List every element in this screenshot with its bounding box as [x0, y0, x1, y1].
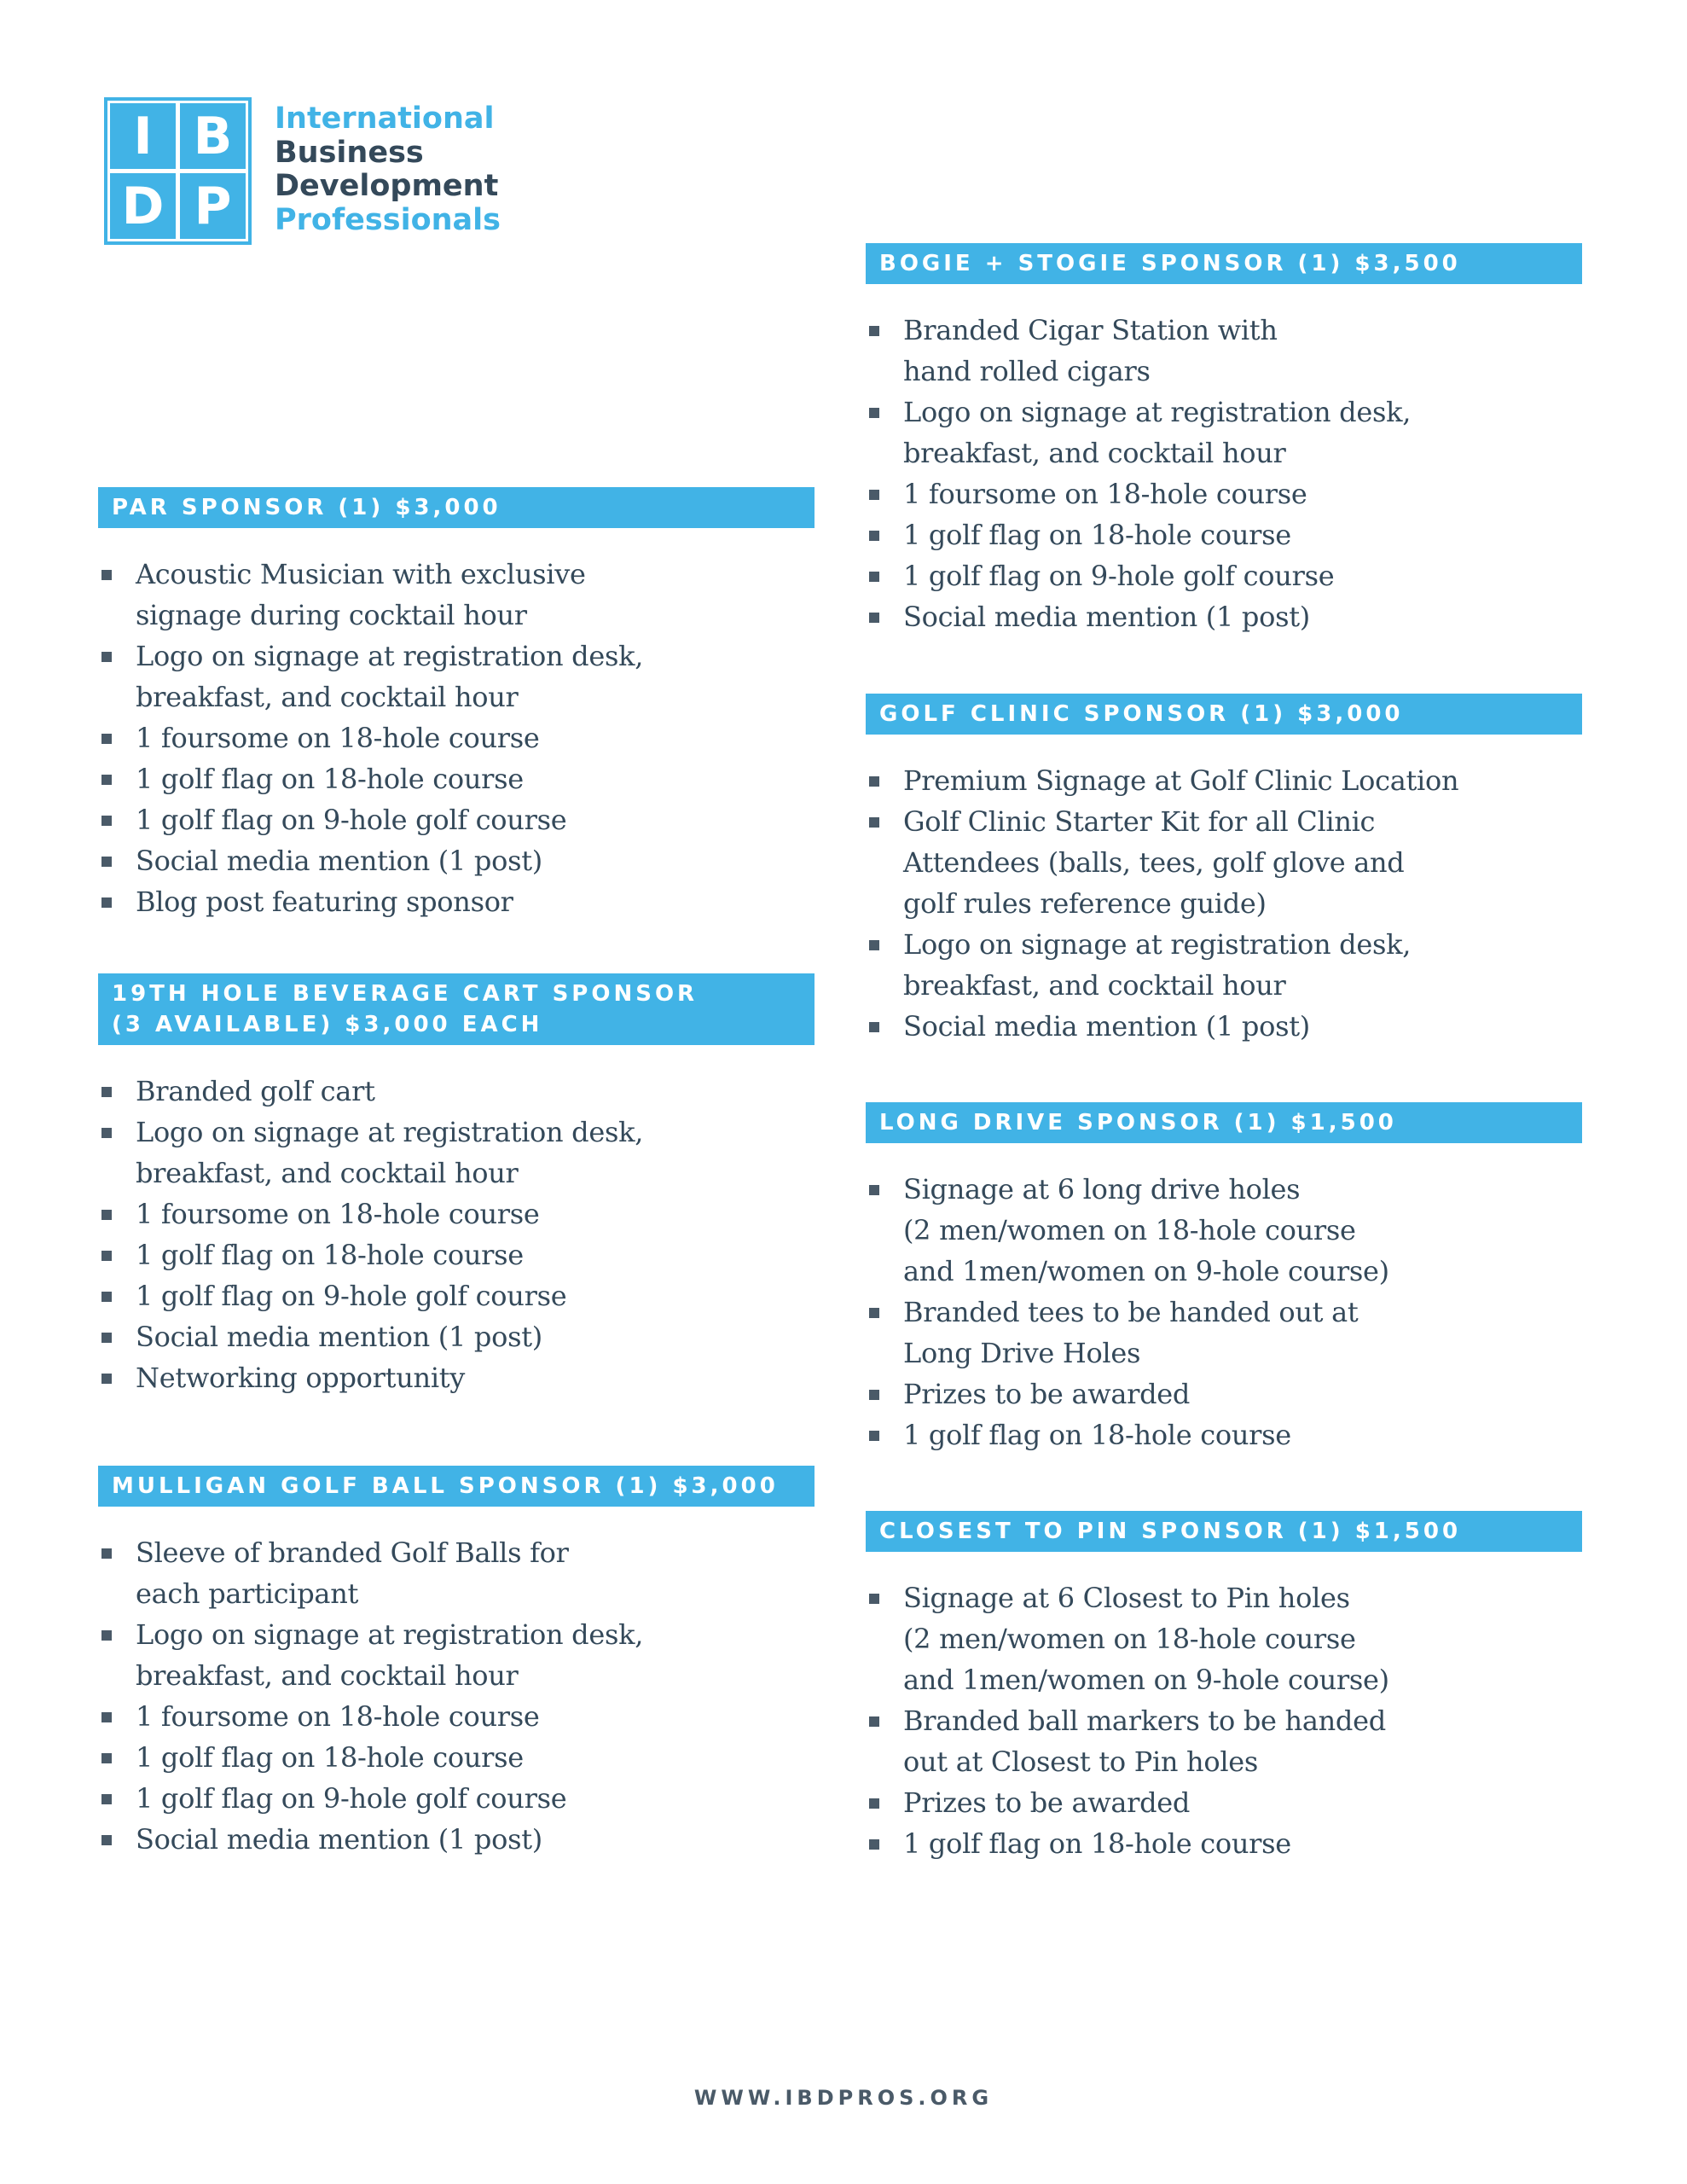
list-item-text: Social media mention (1 post) [136, 845, 542, 877]
list-item [866, 1292, 1582, 1374]
square-bullet-icon [101, 1374, 112, 1384]
square-bullet-icon [101, 1794, 112, 1804]
list-item [98, 1071, 815, 1112]
square-bullet-icon [869, 1716, 879, 1727]
list-item [866, 801, 1582, 924]
square-bullet-icon [101, 1087, 112, 1097]
list-item-text: 1 golf flag on 18-hole course [136, 1741, 524, 1774]
logo-letter-p: P [180, 173, 246, 239]
list-item-text: 1 golf flag on 18-hole course [136, 763, 524, 795]
list-item [866, 1823, 1582, 1864]
list-item-text: Blog post featuring sponsor [136, 886, 513, 918]
list-item [866, 596, 1582, 637]
square-bullet-icon [869, 490, 879, 500]
square-bullet-icon [101, 775, 112, 785]
website-url: WWW.IBDPROS.ORG [693, 2086, 994, 2110]
list-item [98, 1316, 815, 1357]
square-bullet-icon [101, 897, 112, 908]
ibdp-logo [104, 97, 505, 247]
square-bullet-icon [869, 1431, 879, 1441]
square-bullet-icon [101, 1712, 112, 1722]
list-item-text: 1 golf flag on 9-hole golf course [136, 1280, 567, 1312]
square-bullet-icon [869, 326, 879, 336]
square-bullet-icon [101, 816, 112, 826]
list-item-text: Social media mention (1 post) [136, 1823, 542, 1856]
list-item-text: 1 golf flag on 18-hole course [136, 1239, 524, 1271]
section-heading: MULLIGAN GOLF BALL SPONSOR (1) $3,000 [98, 1466, 815, 1507]
list-item [98, 1737, 815, 1778]
list-item-text: Golf Clinic Starter Kit for all Clinic Attendees (balls, tees, golf glove and golf rules reference guide) [903, 805, 1405, 920]
list-item [866, 1577, 1582, 1700]
list-item [866, 924, 1582, 1006]
square-bullet-icon [101, 1210, 112, 1220]
list-item [98, 1275, 815, 1316]
list-item [866, 1414, 1582, 1455]
list-item [98, 1194, 815, 1234]
square-bullet-icon [869, 408, 879, 418]
list-item-text: Logo on signage at registration desk, breakfast, and cocktail hour [136, 1116, 644, 1189]
list-item [866, 1006, 1582, 1047]
benefit-list [98, 554, 815, 922]
square-bullet-icon [101, 1835, 112, 1845]
square-bullet-icon [869, 1390, 879, 1400]
square-bullet-icon [101, 1548, 112, 1559]
list-item [98, 1778, 815, 1819]
list-item [98, 1532, 815, 1614]
list-item-text: Logo on signage at registration desk, breakfast, and cocktail hour [136, 640, 644, 713]
benefit-list [866, 1577, 1582, 1864]
list-item-text: Signage at 6 long drive holes (2 men/women on 18-hole course and 1men/women on 9-hole course) [903, 1173, 1389, 1287]
list-item-text: Logo on signage at registration desk, breakfast, and cocktail hour [136, 1618, 644, 1692]
list-item-text: Branded golf cart [136, 1075, 375, 1107]
list-item-text: Branded tees to be handed out at Long Drive Holes [903, 1296, 1359, 1369]
list-item-text: Logo on signage at registration desk, breakfast, and cocktail hour [903, 396, 1412, 469]
list-item [98, 799, 815, 840]
square-bullet-icon [101, 1630, 112, 1641]
logo-line-business: Business [275, 135, 424, 170]
square-bullet-icon [869, 1308, 879, 1318]
section-heading: LONG DRIVE SPONSOR (1) $1,500 [866, 1102, 1582, 1143]
list-item-text: 1 golf flag on 9-hole golf course [136, 804, 567, 836]
square-bullet-icon [869, 613, 879, 623]
list-item-text: Premium Signage at Golf Clinic Location [903, 764, 1459, 797]
square-bullet-icon [869, 531, 879, 541]
logo-line-professionals: Professionals [275, 202, 501, 237]
list-item-text: 1 foursome on 18-hole course [136, 722, 540, 754]
list-item [866, 310, 1582, 392]
section-bogie-stogie-sponsor [866, 243, 1582, 637]
section-long-drive-sponsor [866, 1102, 1582, 1455]
list-item-text: Sleeve of branded Golf Balls for each participant [136, 1536, 569, 1610]
list-item-text: 1 golf flag on 9-hole golf course [903, 560, 1335, 592]
section-golf-clinic-sponsor [866, 694, 1582, 1047]
list-item-text: 1 golf flag on 18-hole course [903, 1827, 1291, 1860]
list-item-text: Acoustic Musician with exclusive signage during cocktail hour [136, 558, 586, 631]
logo-line-international: International [275, 102, 495, 136]
list-item-text: Social media mention (1 post) [136, 1321, 542, 1353]
list-item-text: Branded Cigar Station with hand rolled cigars [903, 314, 1278, 387]
list-item-text: Prizes to be awarded [903, 1378, 1191, 1410]
logo-line-development: Development [275, 169, 499, 203]
square-bullet-icon [101, 652, 112, 662]
list-item-text: 1 golf flag on 18-hole course [903, 1419, 1291, 1451]
list-item-text: Logo on signage at registration desk, breakfast, and cocktail hour [903, 928, 1412, 1002]
list-item [98, 1696, 815, 1737]
square-bullet-icon [101, 1128, 112, 1138]
list-item [866, 392, 1582, 473]
square-bullet-icon [101, 857, 112, 867]
square-bullet-icon [869, 776, 879, 787]
section-closest-to-pin-sponsor [866, 1511, 1582, 1864]
list-item [866, 555, 1582, 596]
square-bullet-icon [101, 1333, 112, 1343]
list-item [98, 1112, 815, 1194]
list-item [98, 881, 815, 922]
section-heading: GOLF CLINIC SPONSOR (1) $3,000 [866, 694, 1582, 735]
list-item [866, 473, 1582, 514]
list-item [98, 717, 815, 758]
list-item-text: 1 foursome on 18-hole course [136, 1198, 540, 1230]
benefit-list [866, 760, 1582, 1047]
benefit-list [98, 1071, 815, 1398]
benefit-list [866, 1169, 1582, 1455]
list-item-text: 1 foursome on 18-hole course [136, 1700, 540, 1733]
benefit-list [98, 1532, 815, 1860]
list-item [98, 1234, 815, 1275]
square-bullet-icon [869, 572, 879, 582]
square-bullet-icon [869, 817, 879, 828]
square-bullet-icon [869, 1798, 879, 1809]
logo-letter-d: D [110, 173, 176, 239]
list-item [98, 1614, 815, 1696]
list-item [866, 514, 1582, 555]
list-item [98, 554, 815, 636]
list-item [98, 840, 815, 881]
logo-letter-i: I [110, 103, 176, 169]
section-heading: BOGIE + STOGIE SPONSOR (1) $3,500 [866, 243, 1582, 284]
list-item [98, 636, 815, 717]
list-item-text: Social media mention (1 post) [903, 601, 1310, 633]
benefit-list [866, 310, 1582, 637]
list-item [98, 758, 815, 799]
square-bullet-icon [869, 1839, 879, 1850]
list-item [98, 1819, 815, 1860]
list-item [866, 1169, 1582, 1292]
square-bullet-icon [869, 1022, 879, 1032]
section-heading: 19TH HOLE BEVERAGE CART SPONSOR (3 AVAILABLE) $3,000 EACH [98, 973, 815, 1045]
list-item [866, 1782, 1582, 1823]
list-item-text: 1 foursome on 18-hole course [903, 478, 1307, 510]
section-mulligan-sponsor [98, 1466, 815, 1860]
list-item [866, 1700, 1582, 1782]
list-item-text: Signage at 6 Closest to Pin holes (2 men/women on 18-hole course and 1men/women on 9-hole course) [903, 1582, 1389, 1696]
list-item [98, 1357, 815, 1398]
section-heading: PAR SPONSOR (1) $3,000 [98, 487, 815, 528]
square-bullet-icon [101, 1251, 112, 1261]
list-item-text: Branded ball markers to be handed out at Closest to Pin holes [903, 1705, 1386, 1778]
logo-letter-b: B [180, 103, 246, 169]
square-bullet-icon [101, 734, 112, 744]
logo-wordmark [275, 102, 501, 237]
section-par-sponsor [98, 487, 815, 922]
list-item [866, 760, 1582, 801]
section-beverage-cart-sponsor [98, 973, 815, 1398]
list-item-text: Networking opportunity [136, 1362, 466, 1394]
square-bullet-icon [869, 1185, 879, 1195]
logo-mark [104, 97, 252, 245]
list-item-text: Prizes to be awarded [903, 1786, 1191, 1819]
list-item-text: Social media mention (1 post) [903, 1010, 1310, 1043]
square-bullet-icon [101, 1292, 112, 1302]
square-bullet-icon [869, 940, 879, 950]
list-item [866, 1374, 1582, 1414]
square-bullet-icon [869, 1594, 879, 1604]
list-item-text: 1 golf flag on 18-hole course [903, 519, 1291, 551]
square-bullet-icon [101, 1753, 112, 1763]
list-item-text: 1 golf flag on 9-hole golf course [136, 1782, 567, 1815]
square-bullet-icon [101, 570, 112, 580]
section-heading: CLOSEST TO PIN SPONSOR (1) $1,500 [866, 1511, 1582, 1552]
